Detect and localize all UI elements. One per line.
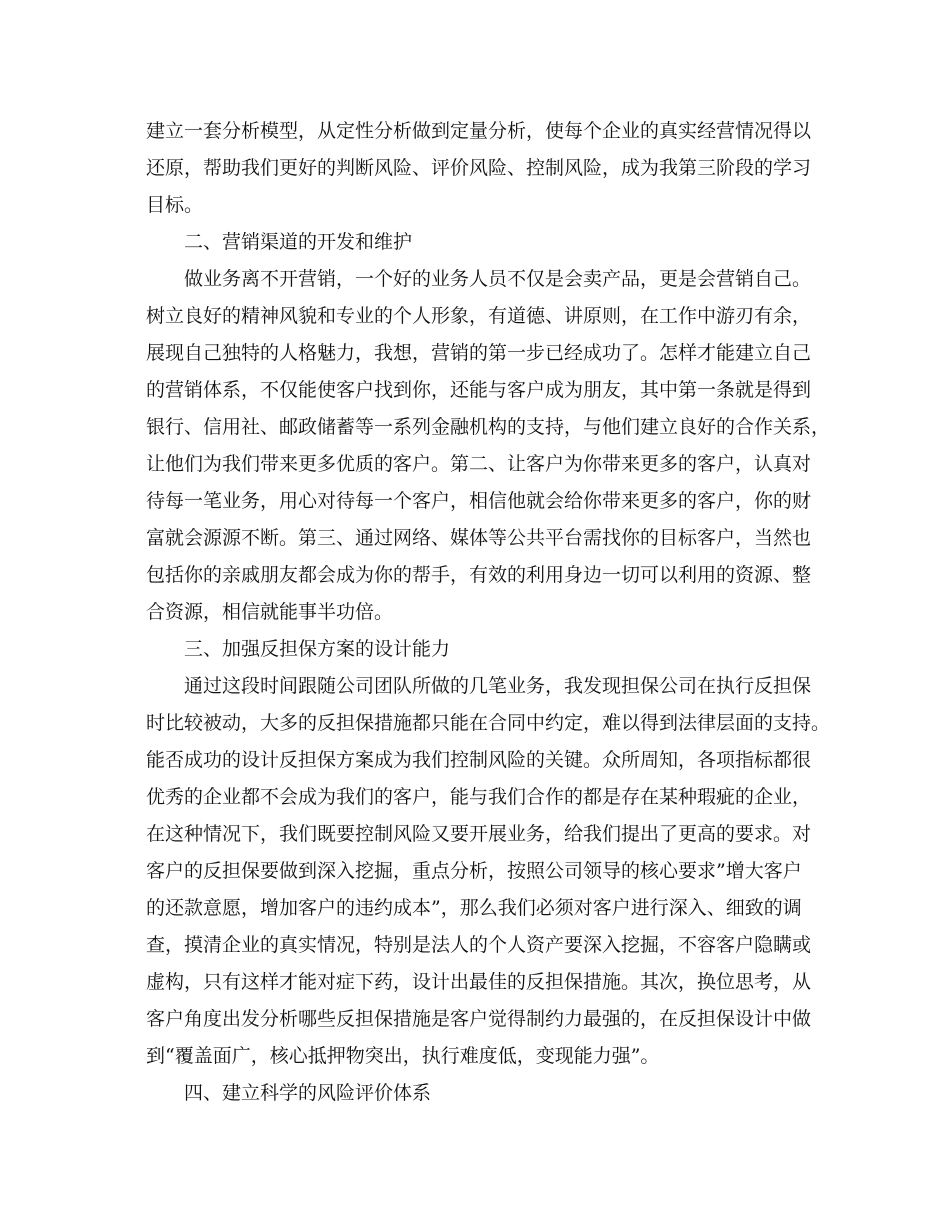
text-line: 做业务离不开营销，一个好的业务人员不仅是会卖产品，更是会营销自己。 xyxy=(184,268,812,290)
text-line: 到“覆盖面广，核心抵押物突出，执行难度低，变现能力强”。 xyxy=(146,1045,660,1067)
text-line: 树立良好的精神风貌和专业的个人形象，有道德、讲原则，在工作中游刃有余， xyxy=(146,305,812,327)
text-line: 在这种情况下，我们既要控制风险又要开展业务，给我们提出了更高的要求。对 xyxy=(146,823,812,845)
text-line: 客户的反担保要做到深入挖掘，重点分析，按照公司领导的核心要求”增大客户 xyxy=(146,860,802,882)
text-line: 客户角度出发分析哪些反担保措施是客户觉得制约力最强的，在反担保设计中做 xyxy=(146,1008,812,1030)
text-line: 待每一笔业务，用心对待每一个客户，相信他就会给你带来更多的客户，你的财 xyxy=(146,490,812,512)
text-line: 让他们为我们带来更多优质的客户。第二、让客户为你带来更多的客户，认真对 xyxy=(146,453,812,475)
text-line: 包括你的亲戚朋友都会成为你的帮手，有效的利用身边一切可以利用的资源、整 xyxy=(146,564,812,586)
text-line: 富就会源源不断。第三、通过网络、媒体等公共平台需找你的目标客户，当然也 xyxy=(146,527,812,549)
text-line: 能否成功的设计反担保方案成为我们控制风险的关键。众所周知，各项指标都很 xyxy=(146,749,812,771)
section-heading: 二、营销渠道的开发和维护 xyxy=(184,231,413,253)
text-line: 优秀的企业都不会成为我们的客户，能与我们合作的都是存在某种瑕疵的企业， xyxy=(146,786,812,808)
text-line: 目标。 xyxy=(146,194,204,216)
text-line: 还原，帮助我们更好的判断风险、评价风险、控制风险，成为我第三阶段的学习 xyxy=(146,157,812,179)
text-line: 通过这段时间跟随公司团队所做的几笔业务，我发现担保公司在执行反担保 xyxy=(184,675,812,697)
text-line: 合资源，相信就能事半功倍。 xyxy=(146,601,394,623)
text-line: 虚构，只有这样才能对症下药，设计出最佳的反担保措施。其次，换位思考，从 xyxy=(146,971,812,993)
section-heading: 三、加强反担保方案的设计能力 xyxy=(184,638,451,660)
text-line: 银行、信用社、邮政储蓄等一系列金融机构的支持，与他们建立良好的合作关系， xyxy=(146,416,831,438)
text-line: 的营销体系，不仅能使客户找到你，还能与客户成为朋友，其中第一条就是得到 xyxy=(146,379,812,401)
text-line: 建立一套分析模型，从定性分析做到定量分析，使每个企业的真实经营情况得以 xyxy=(146,120,812,142)
section-heading: 四、建立科学的风险评价体系 xyxy=(184,1082,432,1104)
text-line: 展现自己独特的人格魅力，我想，营销的第一步已经成功了。怎样才能建立自己 xyxy=(146,342,812,364)
text-line: 的还款意愿，增加客户的违约成本”，那么我们必须对客户进行深入、细致的调 xyxy=(146,897,802,919)
text-line: 查，摸清企业的真实情况，特别是法人的个人资产要深入挖掘，不容客户隐瞒或 xyxy=(146,934,812,956)
text-line: 时比较被动，大多的反担保措施都只能在合同中约定，难以得到法律层面的支持。 xyxy=(146,712,831,734)
